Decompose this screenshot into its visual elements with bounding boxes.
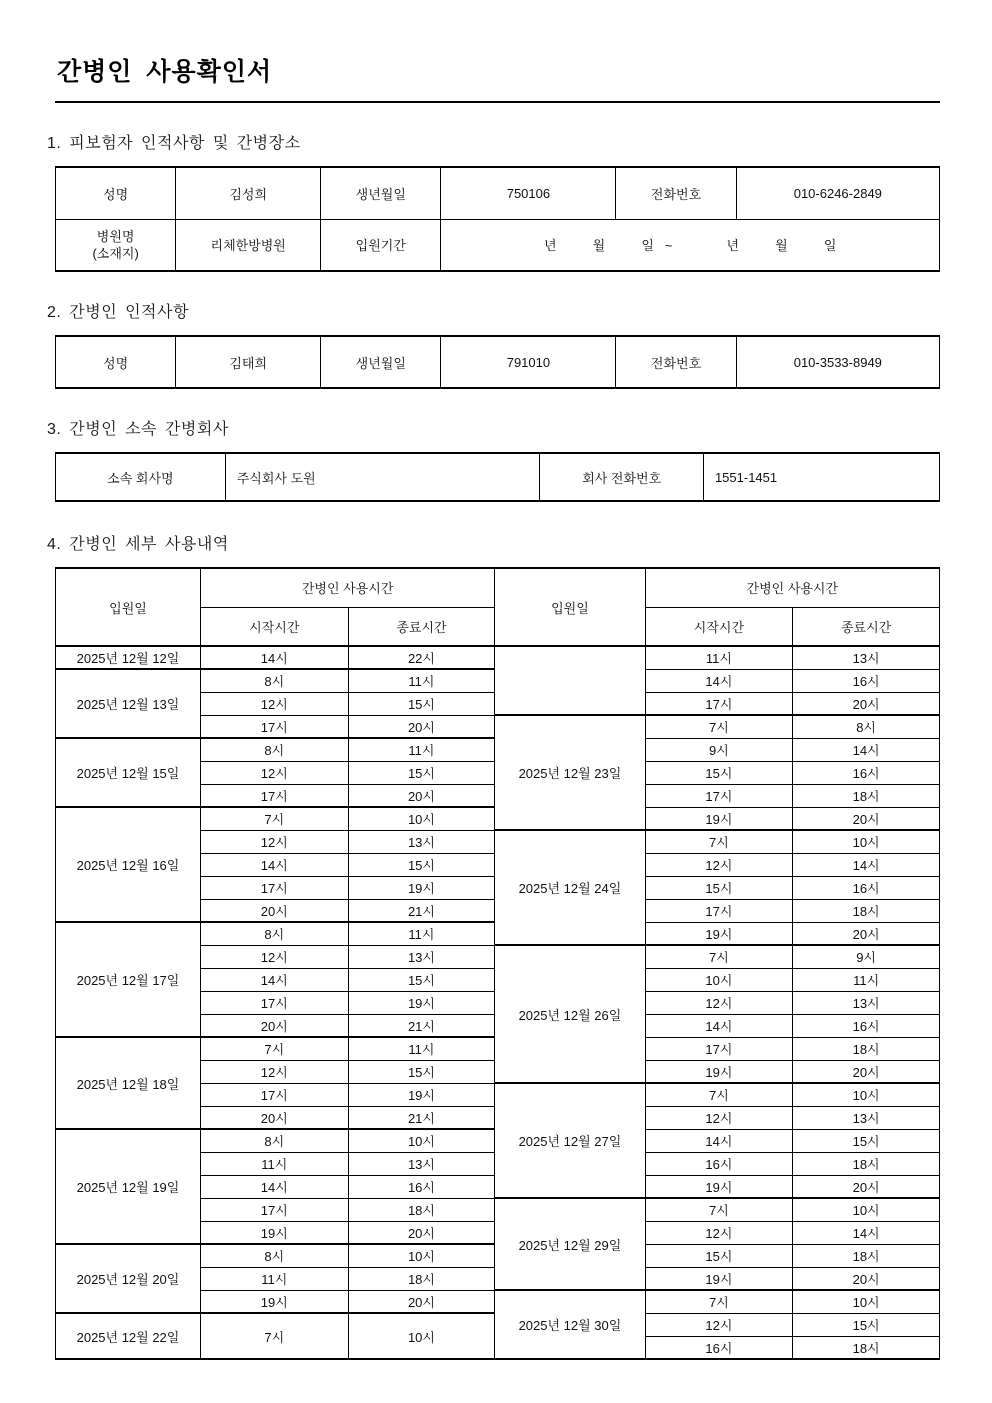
usage-start-cell-right: 17시 xyxy=(645,784,793,807)
usage-timegroup-header-right: 간병인 사용시간 xyxy=(645,568,939,607)
usage-start-cell-right: 7시 xyxy=(645,715,793,738)
usage-start-cell-right: 19시 xyxy=(645,1175,793,1198)
usage-end-cell-right: 18시 xyxy=(793,1336,940,1359)
usage-start-cell-left: 20시 xyxy=(200,1106,348,1129)
usage-end-cell-right: 15시 xyxy=(793,1313,940,1336)
usage-start-cell-left: 19시 xyxy=(200,1290,348,1313)
hospital-label: 병원명 (소재지) xyxy=(56,219,176,271)
usage-end-cell-right: 20시 xyxy=(793,807,940,830)
usage-date-cell-left: 2025년 12월 16일 xyxy=(56,807,201,922)
usage-start-cell-left: 17시 xyxy=(200,1083,348,1106)
usage-end-cell-right: 20시 xyxy=(793,1267,940,1290)
usage-end-cell-left: 11시 xyxy=(348,922,495,945)
usage-end-cell-right: 20시 xyxy=(793,1060,940,1083)
usage-start-cell-left: 8시 xyxy=(200,1244,348,1267)
usage-start-cell-left: 14시 xyxy=(200,1175,348,1198)
company-phone-label: 회사 전화번호 xyxy=(540,453,704,501)
usage-date-cell-right: 2025년 12월 29일 xyxy=(495,1198,645,1290)
hospital-name-value: 리체한방병원 xyxy=(176,219,321,271)
usage-start-cell-left: 20시 xyxy=(200,1014,348,1037)
usage-end-cell-right: 13시 xyxy=(793,1106,940,1129)
company-phone-value: 1551-1451 xyxy=(703,453,939,501)
usage-table-body xyxy=(56,646,940,1359)
usage-end-cell-left: 19시 xyxy=(348,1083,495,1106)
usage-table-header xyxy=(56,568,940,646)
usage-row xyxy=(56,646,940,669)
usage-start-cell-right: 15시 xyxy=(645,876,793,899)
usage-end-cell-left: 13시 xyxy=(348,1152,495,1175)
usage-end-cell-right: 20시 xyxy=(793,692,940,715)
usage-end-cell-right: 16시 xyxy=(793,669,940,692)
usage-end-cell-right: 10시 xyxy=(793,1083,940,1106)
insured-row-2 xyxy=(56,219,940,271)
usage-end-cell-left: 20시 xyxy=(348,715,495,738)
insured-phone-value: 010-6246-2849 xyxy=(736,167,939,219)
usage-date-cell-right: 2025년 12월 27일 xyxy=(495,1083,645,1198)
usage-start-cell-left: 14시 xyxy=(200,646,348,669)
insured-phone-label: 전화번호 xyxy=(616,167,736,219)
usage-start-cell-right: 7시 xyxy=(645,945,793,968)
usage-start-cell-right: 11시 xyxy=(645,646,793,669)
usage-date-cell-left: 2025년 12월 12일 xyxy=(56,646,201,669)
section1-heading: 1. 피보험자 인적사항 및 간병장소 xyxy=(47,135,301,152)
usage-start-cell-left: 12시 xyxy=(200,830,348,853)
usage-end-cell-right: 20시 xyxy=(793,922,940,945)
usage-start-cell-right: 7시 xyxy=(645,1198,793,1221)
usage-start-cell-right: 7시 xyxy=(645,1290,793,1313)
usage-start-cell-right: 12시 xyxy=(645,1106,793,1129)
usage-start-cell-right: 12시 xyxy=(645,853,793,876)
usage-end-cell-right: 16시 xyxy=(793,761,940,784)
usage-end-cell-left: 15시 xyxy=(348,853,495,876)
usage-start-cell-right: 14시 xyxy=(645,669,793,692)
usage-end-cell-left: 21시 xyxy=(348,1014,495,1037)
usage-start-cell-right: 15시 xyxy=(645,761,793,784)
usage-start-cell-left: 19시 xyxy=(200,1221,348,1244)
usage-end-cell-left: 13시 xyxy=(348,945,495,968)
usage-end-cell-right: 15시 xyxy=(793,1129,940,1152)
usage-date-cell-left: 2025년 12월 19일 xyxy=(56,1129,201,1244)
usage-start-cell-left: 17시 xyxy=(200,991,348,1014)
usage-end-cell-left: 10시 xyxy=(348,1313,495,1359)
usage-start-cell-right: 17시 xyxy=(645,1037,793,1060)
usage-start-cell-right: 14시 xyxy=(645,1129,793,1152)
period-label: 입원기간 xyxy=(321,219,441,271)
usage-end-cell-right: 10시 xyxy=(793,830,940,853)
usage-end-cell-right: 14시 xyxy=(793,738,940,761)
usage-date-cell-right xyxy=(495,646,645,715)
usage-end-cell-left: 11시 xyxy=(348,669,495,692)
company-row xyxy=(56,453,940,501)
usage-start-cell-left: 11시 xyxy=(200,1267,348,1290)
usage-date-cell-right: 2025년 12월 23일 xyxy=(495,715,645,830)
usage-start-cell-left: 7시 xyxy=(200,1313,348,1359)
insured-birth-value: 750106 xyxy=(441,167,616,219)
usage-start-cell-left: 11시 xyxy=(200,1152,348,1175)
caregiver-row xyxy=(56,336,940,388)
usage-start-cell-left: 12시 xyxy=(200,692,348,715)
usage-end-header-right: 종료시간 xyxy=(793,607,940,646)
usage-date-header-left: 입원일 xyxy=(56,568,201,646)
usage-end-cell-left: 18시 xyxy=(348,1267,495,1290)
usage-end-cell-right: 18시 xyxy=(793,899,940,922)
usage-start-cell-right: 9시 xyxy=(645,738,793,761)
usage-start-cell-left: 8시 xyxy=(200,922,348,945)
caregiver-name-label: 성명 xyxy=(56,336,176,388)
usage-start-cell-right: 17시 xyxy=(645,899,793,922)
usage-end-header-left: 종료시간 xyxy=(348,607,495,646)
usage-end-cell-left: 21시 xyxy=(348,1106,495,1129)
usage-end-cell-left: 18시 xyxy=(348,1198,495,1221)
insured-birth-label: 생년월일 xyxy=(321,167,441,219)
usage-start-cell-right: 14시 xyxy=(645,1014,793,1037)
usage-start-cell-right: 7시 xyxy=(645,1083,793,1106)
usage-end-cell-right: 16시 xyxy=(793,876,940,899)
usage-end-cell-right: 18시 xyxy=(793,1152,940,1175)
usage-end-cell-left: 15시 xyxy=(348,761,495,784)
usage-end-cell-left: 11시 xyxy=(348,1037,495,1060)
usage-date-cell-left: 2025년 12월 13일 xyxy=(56,669,201,738)
usage-end-cell-left: 19시 xyxy=(348,876,495,899)
usage-end-cell-right: 9시 xyxy=(793,945,940,968)
usage-date-cell-right: 2025년 12월 30일 xyxy=(495,1290,645,1359)
company-table xyxy=(55,452,940,502)
usage-start-cell-right: 16시 xyxy=(645,1336,793,1359)
usage-start-cell-right: 19시 xyxy=(645,1060,793,1083)
usage-end-cell-left: 20시 xyxy=(348,1290,495,1313)
usage-start-cell-left: 17시 xyxy=(200,1198,348,1221)
usage-start-cell-left: 20시 xyxy=(200,899,348,922)
usage-end-cell-left: 16시 xyxy=(348,1175,495,1198)
usage-end-cell-right: 18시 xyxy=(793,784,940,807)
usage-start-cell-left: 8시 xyxy=(200,1129,348,1152)
usage-start-cell-right: 17시 xyxy=(645,692,793,715)
usage-end-cell-right: 10시 xyxy=(793,1290,940,1313)
usage-start-cell-right: 19시 xyxy=(645,1267,793,1290)
usage-end-cell-left: 20시 xyxy=(348,1221,495,1244)
usage-start-cell-left: 7시 xyxy=(200,1037,348,1060)
caregiver-birth-label: 생년월일 xyxy=(321,336,441,388)
usage-end-cell-right: 20시 xyxy=(793,1175,940,1198)
usage-end-cell-left: 22시 xyxy=(348,646,495,669)
usage-start-cell-left: 14시 xyxy=(200,853,348,876)
usage-start-cell-right: 19시 xyxy=(645,807,793,830)
usage-start-cell-right: 10시 xyxy=(645,968,793,991)
usage-start-cell-right: 16시 xyxy=(645,1152,793,1175)
usage-end-cell-right: 18시 xyxy=(793,1037,940,1060)
usage-date-cell-left: 2025년 12월 17일 xyxy=(56,922,201,1037)
caregiver-phone-label: 전화번호 xyxy=(616,336,736,388)
usage-end-cell-right: 16시 xyxy=(793,1014,940,1037)
section3-heading: 3. 간병인 소속 간병회사 xyxy=(47,421,229,438)
insured-name-label: 성명 xyxy=(56,167,176,219)
usage-start-cell-left: 17시 xyxy=(200,784,348,807)
page-title: 간병인 사용확인서 xyxy=(57,58,273,86)
usage-end-cell-left: 15시 xyxy=(348,692,495,715)
usage-start-cell-right: 15시 xyxy=(645,1244,793,1267)
usage-end-cell-left: 10시 xyxy=(348,807,495,830)
period-value: 년 월 일 ~ 년 월 일 xyxy=(441,219,940,271)
usage-end-cell-left: 21시 xyxy=(348,899,495,922)
usage-end-cell-right: 11시 xyxy=(793,968,940,991)
usage-start-cell-right: 12시 xyxy=(645,1313,793,1336)
usage-date-cell-right: 2025년 12월 24일 xyxy=(495,830,645,945)
usage-end-cell-right: 13시 xyxy=(793,991,940,1014)
usage-start-cell-left: 12시 xyxy=(200,945,348,968)
usage-end-cell-left: 10시 xyxy=(348,1244,495,1267)
caregiver-phone-value: 010-3533-8949 xyxy=(736,336,939,388)
usage-start-cell-right: 7시 xyxy=(645,830,793,853)
caregiver-birth-value: 791010 xyxy=(441,336,616,388)
usage-start-cell-left: 8시 xyxy=(200,669,348,692)
usage-start-cell-left: 12시 xyxy=(200,761,348,784)
usage-start-cell-right: 12시 xyxy=(645,991,793,1014)
usage-end-cell-right: 14시 xyxy=(793,1221,940,1244)
usage-date-cell-left: 2025년 12월 20일 xyxy=(56,1244,201,1313)
usage-start-cell-left: 12시 xyxy=(200,1060,348,1083)
usage-end-cell-right: 18시 xyxy=(793,1244,940,1267)
usage-end-cell-right: 13시 xyxy=(793,646,940,669)
company-name-value: 주식회사 도원 xyxy=(225,453,540,501)
usage-end-cell-left: 13시 xyxy=(348,830,495,853)
usage-end-cell-left: 11시 xyxy=(348,738,495,761)
usage-end-cell-left: 15시 xyxy=(348,1060,495,1083)
usage-timegroup-header-left: 간병인 사용시간 xyxy=(200,568,494,607)
usage-date-cell-left: 2025년 12월 22일 xyxy=(56,1313,201,1359)
usage-start-cell-left: 14시 xyxy=(200,968,348,991)
usage-end-cell-left: 20시 xyxy=(348,784,495,807)
usage-start-header-left: 시작시간 xyxy=(200,607,348,646)
usage-date-cell-left: 2025년 12월 18일 xyxy=(56,1037,201,1129)
usage-start-cell-right: 19시 xyxy=(645,922,793,945)
usage-end-cell-left: 10시 xyxy=(348,1129,495,1152)
insured-row-1 xyxy=(56,167,940,219)
usage-date-cell-left: 2025년 12월 15일 xyxy=(56,738,201,807)
usage-end-cell-left: 19시 xyxy=(348,991,495,1014)
caregiver-name-value: 김태희 xyxy=(176,336,321,388)
usage-start-header-right: 시작시간 xyxy=(645,607,793,646)
usage-end-cell-right: 10시 xyxy=(793,1198,940,1221)
usage-date-header-right: 입원일 xyxy=(495,568,645,646)
caregiver-info-table xyxy=(55,335,940,389)
usage-date-cell-right: 2025년 12월 26일 xyxy=(495,945,645,1083)
section4-heading: 4. 간병인 세부 사용내역 xyxy=(47,536,229,553)
title-underline xyxy=(55,101,940,103)
insured-info-table xyxy=(55,166,940,272)
company-name-label: 소속 회사명 xyxy=(56,453,226,501)
usage-start-cell-left: 17시 xyxy=(200,715,348,738)
section2-heading: 2. 간병인 인적사항 xyxy=(47,304,189,321)
usage-end-cell-left: 15시 xyxy=(348,968,495,991)
usage-end-cell-right: 14시 xyxy=(793,853,940,876)
usage-detail-table xyxy=(55,567,940,1360)
insured-name-value: 김성희 xyxy=(176,167,321,219)
usage-start-cell-left: 7시 xyxy=(200,807,348,830)
usage-start-cell-right: 12시 xyxy=(645,1221,793,1244)
usage-start-cell-left: 17시 xyxy=(200,876,348,899)
usage-start-cell-left: 8시 xyxy=(200,738,348,761)
usage-end-cell-right: 8시 xyxy=(793,715,940,738)
